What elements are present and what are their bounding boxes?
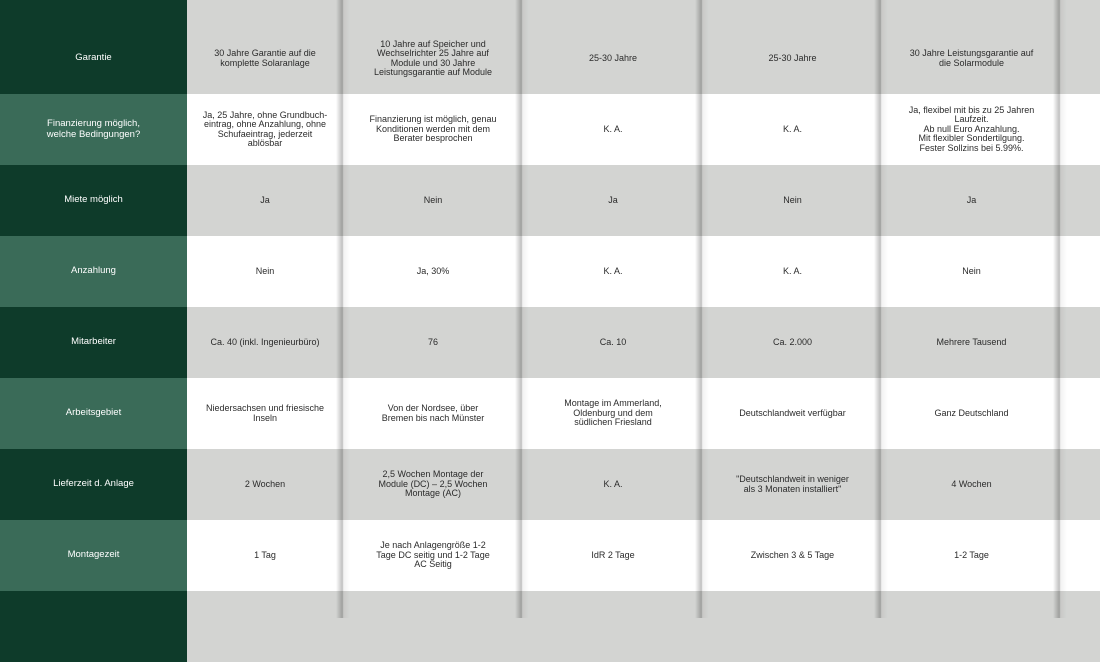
table-cell: Ganz Deutschland xyxy=(882,378,1061,449)
table-cell: 76 xyxy=(343,307,523,378)
row-label: Montagezeit xyxy=(0,520,187,591)
table-cell: 1-2 Tage xyxy=(882,520,1061,591)
table-cell: K. A. xyxy=(523,449,703,520)
table-cell: Je nach Anlagengröße 1-2 Tage DC seitig und 1-2 Tage AC Seitig xyxy=(343,520,523,591)
table-row-anzahlung xyxy=(0,236,1100,307)
table-cell: Ca. 10 xyxy=(523,307,703,378)
table-row-finanzierung xyxy=(0,94,1100,165)
table-cell-edge xyxy=(1061,0,1100,23)
table-cell: K. A. xyxy=(703,94,882,165)
table-cell-edge xyxy=(1061,378,1100,449)
table-cell: Ca. 2.000 xyxy=(703,307,882,378)
table-cell: 4 Wochen xyxy=(882,449,1061,520)
table-cell: Ca. 40 (inkl. Ingenieurbüro) xyxy=(187,307,343,378)
table-cell-edge xyxy=(1061,591,1100,662)
table-cell: Ja, 30% xyxy=(343,236,523,307)
table-cell-edge xyxy=(1061,94,1100,165)
table-cell: Zwischen 3 & 5 Tage xyxy=(703,520,882,591)
table-cell xyxy=(523,0,703,23)
table-cell-edge xyxy=(1061,307,1100,378)
table-cell: 30 Jahre Leistungsgarantie auf die Solarmodule xyxy=(882,23,1061,94)
row-label: Garantie xyxy=(0,23,187,94)
table-row-arbeitsgebiet xyxy=(0,378,1100,449)
row-label: Anzahlung xyxy=(0,236,187,307)
table-cell xyxy=(187,0,343,23)
table-cell: 2 Wochen xyxy=(187,449,343,520)
row-label xyxy=(0,0,187,23)
table-cell-edge xyxy=(1061,165,1100,236)
table-row-services xyxy=(0,0,1100,23)
table-cell: Nein xyxy=(703,165,882,236)
table-cell: Nein xyxy=(343,165,523,236)
table-cell: Deutschlandweit verfügbar xyxy=(703,378,882,449)
table-cell: 25-30 Jahre xyxy=(703,23,882,94)
row-label: Finanzierung möglich, welche Bedingungen? xyxy=(0,94,187,165)
table-cell xyxy=(343,591,523,662)
table-row-next xyxy=(0,591,1100,662)
table-cell: "Deutschlandweit in weniger als 3 Monaten installiert" xyxy=(703,449,882,520)
table-cell: Von der Nordsee, über Bremen bis nach Münster xyxy=(343,378,523,449)
table-cell-edge xyxy=(1061,236,1100,307)
table-cell: Mehrere Tausend xyxy=(882,307,1061,378)
table-cell-edge xyxy=(1061,23,1100,94)
row-label: Lieferzeit d. Anlage xyxy=(0,449,187,520)
table-cell: 25-30 Jahre xyxy=(523,23,703,94)
table-cell xyxy=(523,591,703,662)
table-cell xyxy=(343,0,523,23)
table-cell: Ja xyxy=(523,165,703,236)
table-cell: Nein xyxy=(882,236,1061,307)
table-cell: K. A. xyxy=(523,94,703,165)
table-cell: IdR 2 Tage xyxy=(523,520,703,591)
table-cell: Ja, 25 Jahre, ohne Grundbuch- eintrag, ohne Anzahlung, ohne Schufaeintrag, jederzeit ablösbar xyxy=(187,94,343,165)
table-row-lieferzeit xyxy=(0,449,1100,520)
table-cell-edge xyxy=(1061,520,1100,591)
table-cell xyxy=(703,0,882,23)
table-cell: 1 Tag xyxy=(187,520,343,591)
table-cell xyxy=(703,591,882,662)
row-label xyxy=(0,591,187,662)
table-cell: K. A. xyxy=(703,236,882,307)
row-label: Miete möglich xyxy=(0,165,187,236)
table-row-garantie xyxy=(0,23,1100,94)
table-cell xyxy=(882,591,1061,662)
table-cell: 10 Jahre auf Speicher und Wechselrichter 25 Jahre auf Module und 30 Jahre Leistungsgarantie auf Module xyxy=(343,23,523,94)
table-cell-edge xyxy=(1061,449,1100,520)
table-cell xyxy=(882,0,1061,23)
table-cell xyxy=(187,591,343,662)
table-row-montagezeit xyxy=(0,520,1100,591)
table-cell: Ja, flexibel mit bis zu 25 Jahren Laufzeit. Ab null Euro Anzahlung. Mit flexibler Sondertilgung. Fester Sollzins bei 5.99%. xyxy=(882,94,1061,165)
row-label: Arbeitsgebiet xyxy=(0,378,187,449)
row-label: Mitarbeiter xyxy=(0,307,187,378)
table-cell: Finanzierung ist möglich, genau Konditionen werden mit dem Berater besprochen xyxy=(343,94,523,165)
table-cell: Nein xyxy=(187,236,343,307)
table-cell: 30 Jahre Garantie auf die komplette Solaranlage xyxy=(187,23,343,94)
table-cell: Ja xyxy=(187,165,343,236)
table-cell: Niedersachsen und friesische Inseln xyxy=(187,378,343,449)
table-cell: Ja xyxy=(882,165,1061,236)
table-cell: K. A. xyxy=(523,236,703,307)
table-row-mitarbeiter xyxy=(0,307,1100,378)
table-cell: Montage im Ammerland, Oldenburg und dem südlichen Friesland xyxy=(523,378,703,449)
table-row-miete xyxy=(0,165,1100,236)
table-cell: 2,5 Wochen Montage der Module (DC) – 2,5 Wochen Montage (AC) xyxy=(343,449,523,520)
